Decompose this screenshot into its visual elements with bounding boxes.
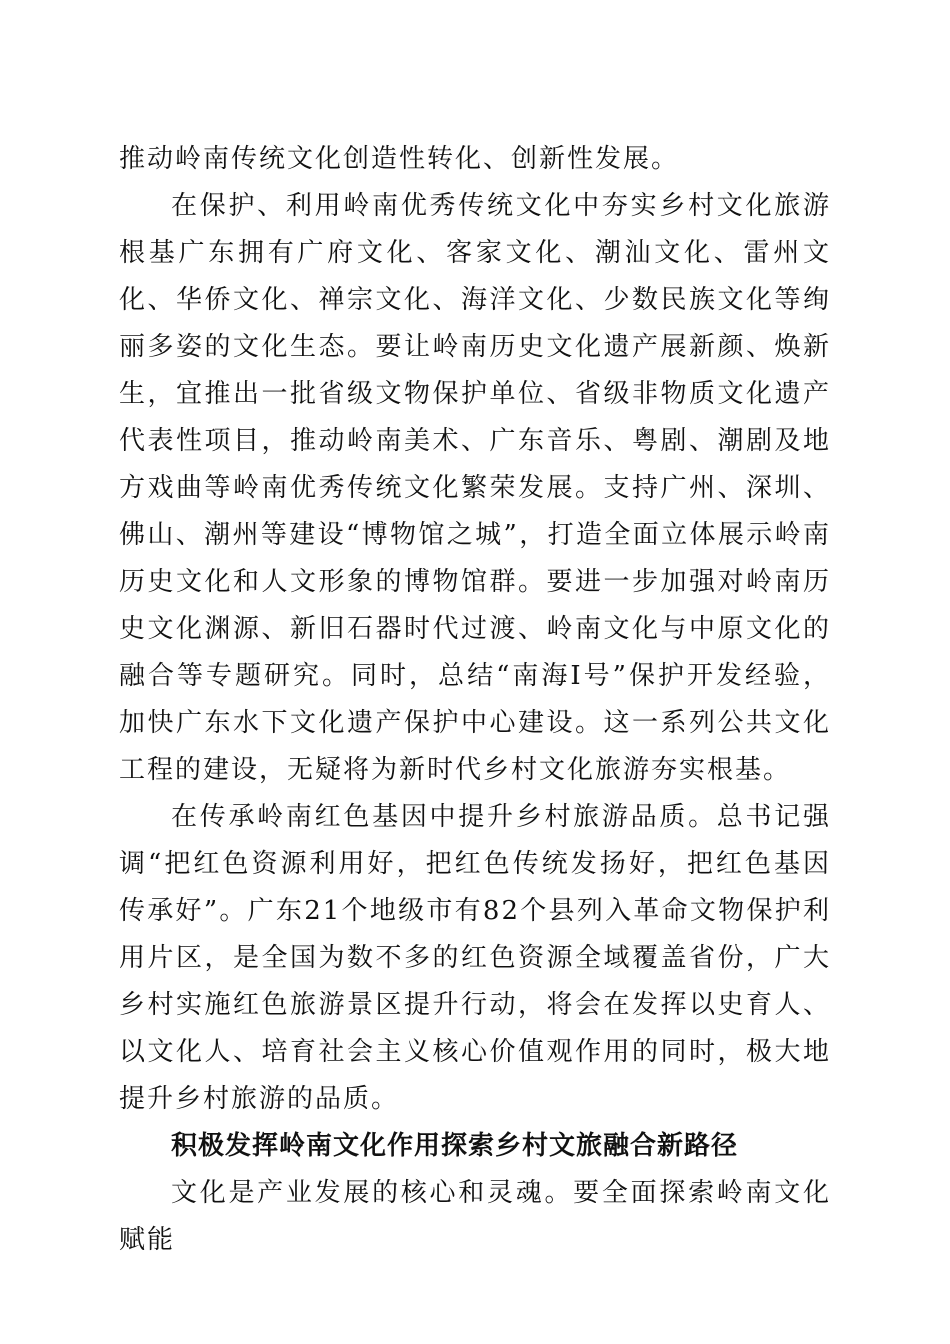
paragraph-culture-core: 文化是产业发展的核心和灵魂。要全面探索岭南文化赋能 xyxy=(119,1178,831,1255)
document-page xyxy=(119,136,831,1264)
paragraph-continuation: 推动岭南传统文化创造性转化、创新性发展。 xyxy=(119,144,680,174)
paragraph-red-gene: 在传承岭南红色基因中提升乡村旅游品质。总书记强调“把红色资源利用好，把红色传统发扬好，把红色基因传承好”。广东21个地级市有82个县列入革命文物保护利用片区，是全国为数不多的红色资源全域覆盖省份，广大乡村实施红色旅游景区提升行动，将会在发挥以史育人、以文化人、培育社会主义核心价值观作用的同时，极大地提升乡村旅游的品质。 xyxy=(119,802,831,1114)
section-heading: 积极发挥岭南文化作用探索乡村文旅融合新路径 xyxy=(171,1131,739,1161)
paragraph-lingnan-heritage: 在保护、利用岭南优秀传统文化中夯实乡村文化旅游根基广东拥有广府文化、客家文化、潮汕文化、雷州文化、华侨文化、禅宗文化、海洋文化、少数民族文化等绚丽多姿的文化生态。要让岭南历史文化遗产展新颜、焕新生，宜推出一批省级文物保护单位、省级非物质文化遗产代表性项目，推动岭南美术、广东音乐、粤剧、潮剧及地方戏曲等岭南优秀传统文化繁荣发展。支持广州、深圳、佛山、潮州等建设“博物馆之城”，打造全面立体展示岭南历史文化和人文形象的博物馆群。要进一步加强对岭南历史文化渊源、新旧石器时代过渡、岭南文化与中原文化的融合等专题研究。同时，总结“南海Ⅰ号”保护开发经验，加快广东水下文化遗产保护中心建设。这一系列公共文化工程的建设，无疑将为新时代乡村文化旅游夯实根基。 xyxy=(119,191,831,785)
